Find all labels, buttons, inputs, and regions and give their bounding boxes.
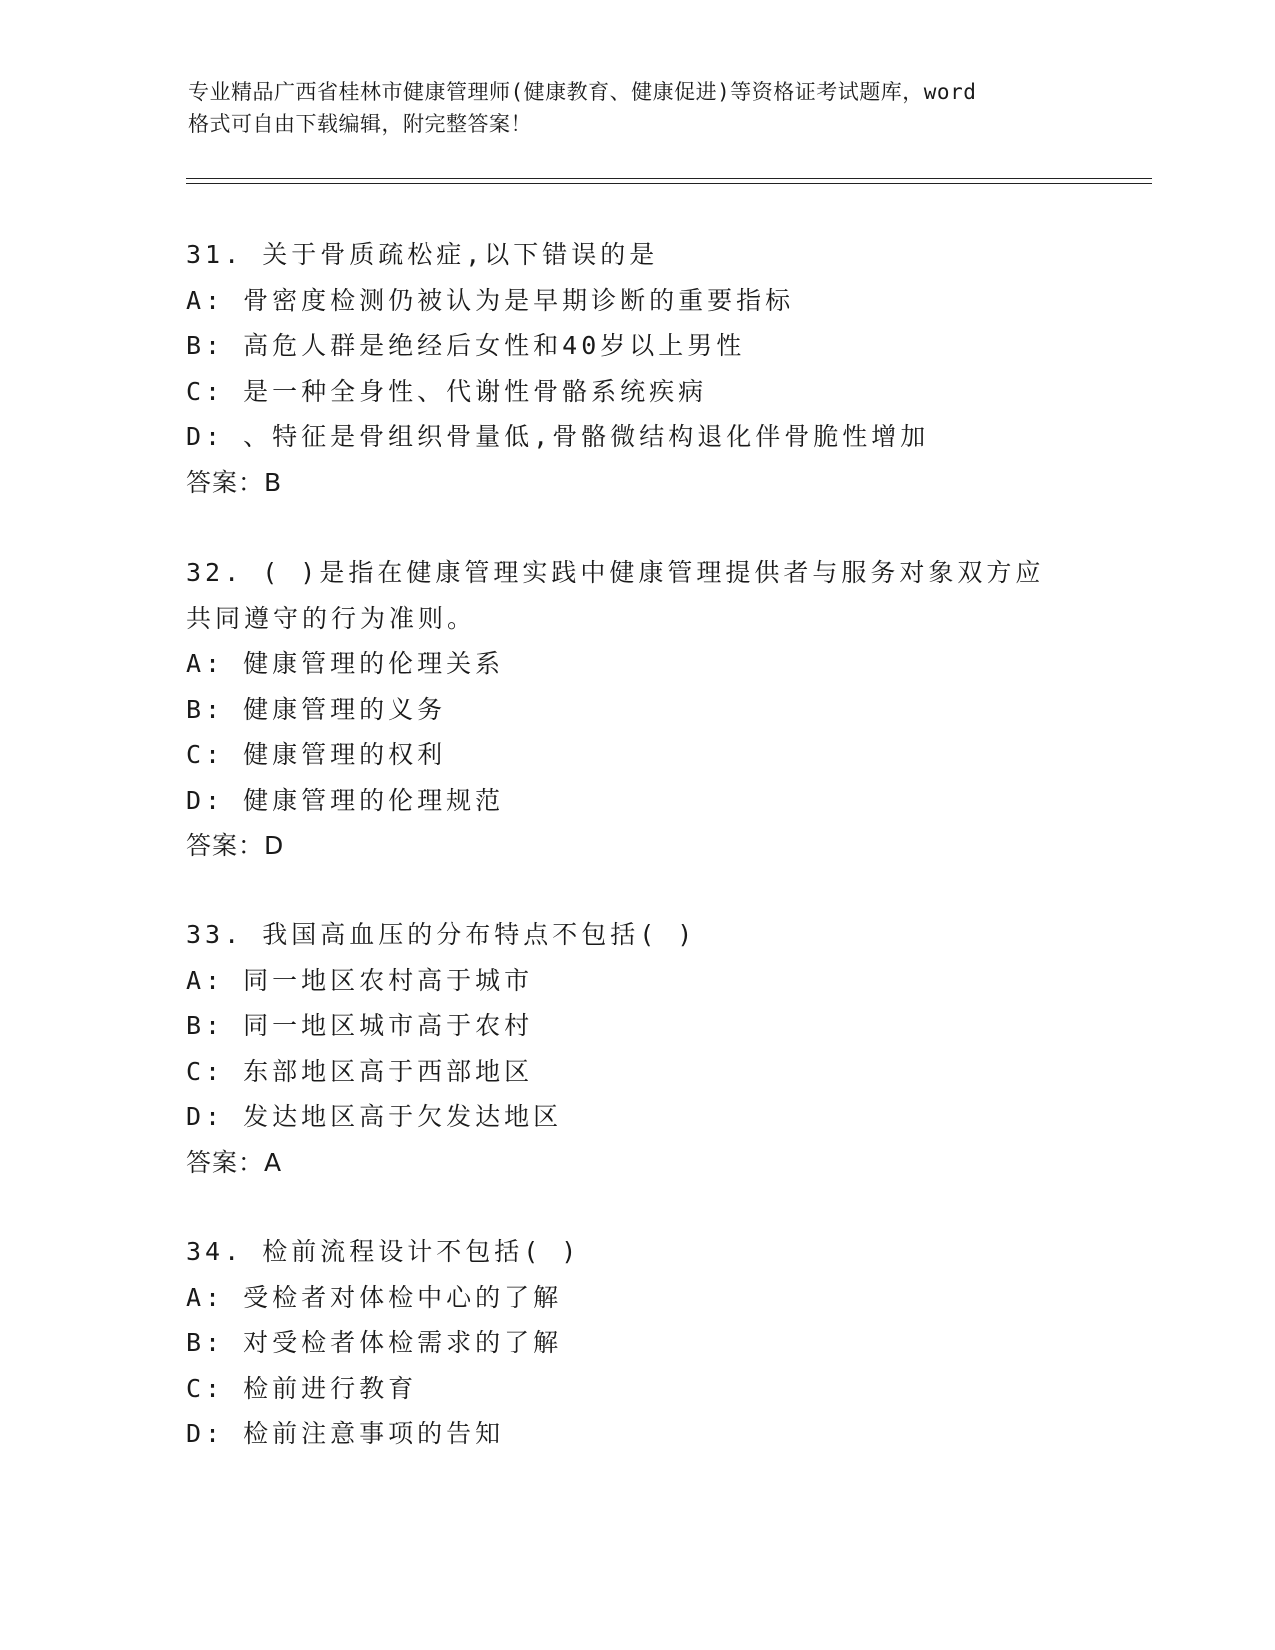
question-32 bbox=[186, 550, 1106, 869]
question-34 bbox=[186, 1229, 1106, 1457]
option-c: C: 健康管理的权利 bbox=[186, 740, 447, 769]
option-d: D: 检前注意事项的告知 bbox=[186, 1419, 505, 1448]
document-header bbox=[188, 76, 1088, 140]
header-line-2: 格式可自由下载编辑，附完整答案！ bbox=[188, 112, 532, 136]
question-31 bbox=[186, 232, 1106, 505]
option-a: A: 同一地区农村高于城市 bbox=[186, 965, 534, 995]
answer: 答案：A bbox=[186, 1147, 283, 1177]
option-b: B: 同一地区城市高于农村 bbox=[186, 1011, 534, 1040]
option-a: A: 受检者对体检中心的了解 bbox=[186, 1282, 563, 1312]
question-stem-line-2: 共同遵守的行为准则。 bbox=[186, 603, 477, 633]
option-d: D: 、特征是骨组织骨量低,骨骼微结构退化伴骨脆性增加 bbox=[186, 422, 930, 451]
answer: 答案：D bbox=[186, 831, 285, 860]
option-b: B: 高危人群是绝经后女性和40岁以上男性 bbox=[186, 331, 746, 360]
question-stem: 33. 我国高血压的分布特点不包括( ) bbox=[186, 920, 697, 949]
answer: 答案：B bbox=[186, 467, 283, 497]
option-a: A: 骨密度检测仍被认为是早期诊断的重要指标 bbox=[186, 285, 795, 315]
header-divider-bottom bbox=[186, 183, 1152, 184]
header-divider-top bbox=[186, 178, 1152, 179]
option-d: D: 健康管理的伦理规范 bbox=[186, 785, 505, 815]
option-b: B: 对受检者体检需求的了解 bbox=[186, 1328, 563, 1357]
question-stem-line-1: 32. ( )是指在健康管理实践中健康管理提供者与服务对象双方应 bbox=[186, 558, 1045, 587]
option-c: C: 是一种全身性、代谢性骨骼系统疾病 bbox=[186, 376, 708, 406]
option-c: C: 检前进行教育 bbox=[186, 1373, 418, 1403]
question-stem: 31. 关于骨质疏松症,以下错误的是 bbox=[186, 240, 659, 269]
option-d: D: 发达地区高于欠发达地区 bbox=[186, 1102, 563, 1131]
option-a: A: 健康管理的伦理关系 bbox=[186, 649, 505, 678]
question-stem: 34. 检前流程设计不包括( ) bbox=[186, 1237, 581, 1266]
option-b: B: 健康管理的义务 bbox=[186, 694, 447, 724]
option-c: C: 东部地区高于西部地区 bbox=[186, 1056, 534, 1086]
header-line-1: 专业精品广西省桂林市健康管理师(健康教育、健康促进)等资格证考试题库，word bbox=[188, 80, 977, 104]
question-33 bbox=[186, 912, 1106, 1185]
